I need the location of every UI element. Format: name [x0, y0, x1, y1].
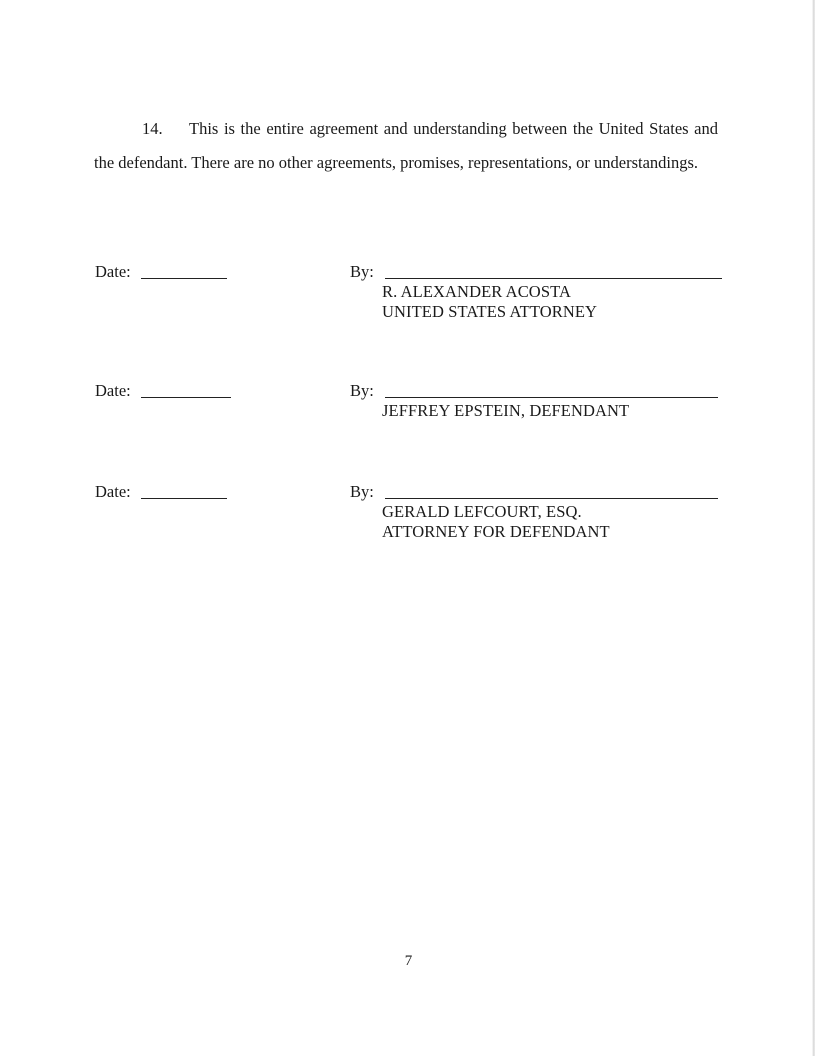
by-label: By: [350, 381, 374, 400]
by-label: By: [350, 482, 374, 501]
date-line [141, 278, 227, 279]
signatory-name: JEFFREY EPSTEIN, DEFENDANT [382, 401, 630, 420]
date-label: Date: [95, 262, 131, 281]
signature-block-defense-attorney [0, 482, 817, 562]
date-label: Date: [95, 482, 131, 501]
signatory-name: R. ALEXANDER ACOSTA [382, 282, 571, 301]
signature-line [385, 278, 722, 279]
signatory-title: ATTORNEY FOR DEFENDANT [382, 522, 610, 541]
signatory-title: UNITED STATES ATTORNEY [382, 302, 598, 321]
date-label: Date: [95, 381, 131, 400]
signature-line [385, 397, 718, 398]
paragraph-text: This is the entire agreement and understanding between the United States and the defendant. There are no other agreements, promises, representations, or understandings. [94, 119, 718, 172]
paragraph-number: 14. [142, 119, 163, 138]
by-label: By: [350, 262, 374, 281]
signature-block-defendant [0, 381, 817, 461]
signature-block-us-attorney [0, 262, 817, 342]
signatory-name: GERALD LEFCOURT, ESQ. [382, 502, 582, 521]
signature-line [385, 498, 718, 499]
date-line [141, 498, 227, 499]
paragraph-14 [94, 112, 718, 180]
date-line [141, 397, 231, 398]
page-number: 7 [404, 953, 413, 969]
